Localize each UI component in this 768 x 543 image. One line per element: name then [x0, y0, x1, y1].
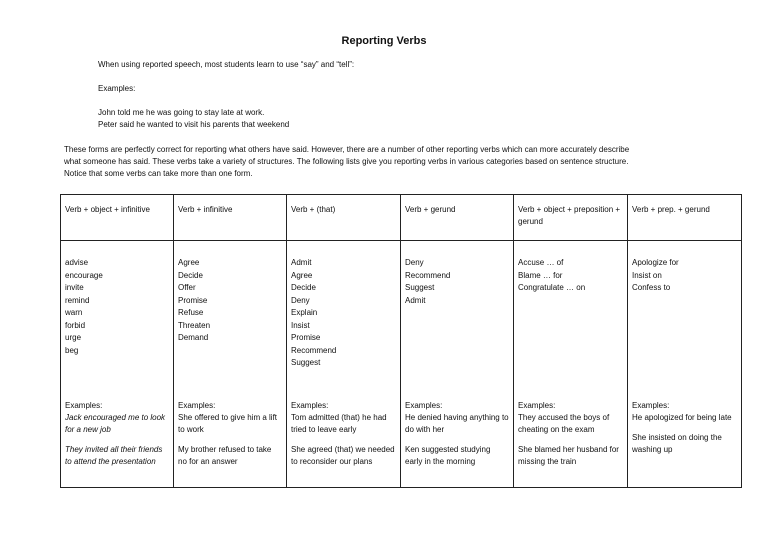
verb-column-cell	[514, 241, 628, 488]
verb-item: Demand	[178, 333, 209, 342]
verb-column-cell	[174, 241, 287, 488]
example-sentence: Jack encouraged me to look for a new job	[65, 412, 166, 434]
intro-text: When using reported speech, most students learn to use “say” and “tell”:	[98, 60, 355, 69]
verb-item: Promise	[291, 333, 321, 342]
verb-item: beg	[65, 345, 79, 355]
verb-item: Decide	[178, 270, 203, 280]
paragraph-line: what someone has said. These verbs take a variety of structures. The following lists give you reporting verbs in various categories based on sentence structure.	[64, 157, 629, 166]
verb-item: Admit	[291, 258, 312, 267]
verb-item: Confess to	[632, 283, 671, 292]
verb-list	[518, 241, 623, 370]
verb-item: warn	[65, 308, 83, 317]
verb-item: invite	[65, 283, 84, 292]
explanation-paragraph	[64, 144, 744, 180]
column-header: Verb + infinitive	[174, 195, 287, 241]
verb-item: Deny	[291, 295, 310, 305]
verb-item: Offer	[178, 283, 196, 292]
table-body-row	[61, 241, 742, 488]
verb-column-cell	[401, 241, 514, 488]
example-sentence: He apologized for being late	[632, 412, 732, 422]
verb-item: Admit	[405, 295, 426, 305]
column-header: Verb + prep. + gerund	[628, 195, 742, 241]
reporting-verbs-table	[60, 194, 742, 488]
verb-item: Insist	[291, 320, 310, 330]
example-sentence: He denied having anything to do with her	[405, 412, 509, 434]
examples-label: Examples:	[632, 400, 670, 410]
verb-item: Agree	[291, 270, 313, 280]
example-sentence: My brother refused to take no for an answer	[178, 444, 272, 466]
examples-label: Examples:	[291, 400, 329, 410]
examples-label: Examples:	[65, 400, 103, 410]
example-sentence: She offered to give him a lift to work	[178, 412, 278, 434]
verb-item: Refuse	[178, 308, 204, 317]
examples-label: Examples:	[98, 84, 136, 93]
examples-label: Examples:	[178, 400, 216, 410]
verb-list	[291, 241, 396, 370]
column-header: Verb + object + infinitive	[61, 195, 174, 241]
verb-item: advise	[65, 258, 89, 267]
verb-item: Explain	[291, 308, 318, 317]
page-title: Reporting Verbs	[341, 35, 427, 47]
verb-item: Threaten	[178, 320, 211, 330]
verb-item: Decide	[291, 283, 316, 292]
example-sentence: She insisted on doing the washing up	[632, 432, 722, 454]
verb-item: Accuse … of	[518, 258, 564, 267]
verb-item: Agree	[178, 258, 200, 267]
verb-item: Recommend	[405, 270, 451, 280]
verb-item: remind	[65, 295, 90, 305]
verb-column-cell	[61, 241, 174, 488]
verb-item: Apologize for	[632, 258, 679, 267]
verb-list	[65, 241, 169, 370]
verb-list	[632, 241, 737, 370]
example-sentence: They accused the boys of cheating on the exam	[518, 412, 610, 434]
examples-label: Examples:	[518, 400, 556, 410]
example-sentence: Tom admitted (that) he had tried to leave early	[291, 412, 387, 434]
column-header: Verb + object + preposition + gerund	[514, 195, 628, 241]
verb-item: Promise	[178, 295, 208, 305]
intro-example-1: John told me he was going to stay late at work.	[98, 108, 265, 117]
paragraph-line: These forms are perfectly correct for reporting what others have said. However, there are a number of other reporting verbs which can more accurately describe	[64, 145, 630, 154]
verb-list	[405, 241, 509, 370]
verb-item: urge	[65, 333, 82, 342]
verb-item: Suggest	[405, 283, 435, 292]
verb-item: Insist on	[632, 270, 662, 280]
example-sentence: She blamed her husband for missing the train	[518, 444, 619, 466]
column-header: Verb + gerund	[401, 195, 514, 241]
column-header: Verb + (that)	[287, 195, 401, 241]
examples-label: Examples:	[405, 400, 443, 410]
verb-item: forbid	[65, 320, 86, 330]
example-sentence: Ken suggested studying early in the morning	[405, 444, 491, 466]
verb-item: Suggest	[291, 358, 321, 367]
verb-item: Recommend	[291, 345, 337, 355]
verb-item: Congratulate … on	[518, 283, 586, 292]
verb-item: encourage	[65, 270, 103, 280]
example-sentence: She agreed (that) we needed to reconsider our plans	[291, 444, 395, 466]
example-sentence: They invited all their friends to attend the presentation	[65, 444, 163, 466]
verb-item: Blame … for	[518, 270, 563, 280]
table-header-row	[61, 195, 742, 241]
verb-column-cell	[287, 241, 401, 488]
paragraph-line: Notice that some verbs can take more than one form.	[64, 169, 253, 178]
verb-item: Deny	[405, 258, 424, 267]
intro-example-2: Peter said he wanted to visit his parents that weekend	[98, 120, 290, 129]
verb-column-cell	[628, 241, 742, 488]
verb-list	[178, 241, 282, 370]
